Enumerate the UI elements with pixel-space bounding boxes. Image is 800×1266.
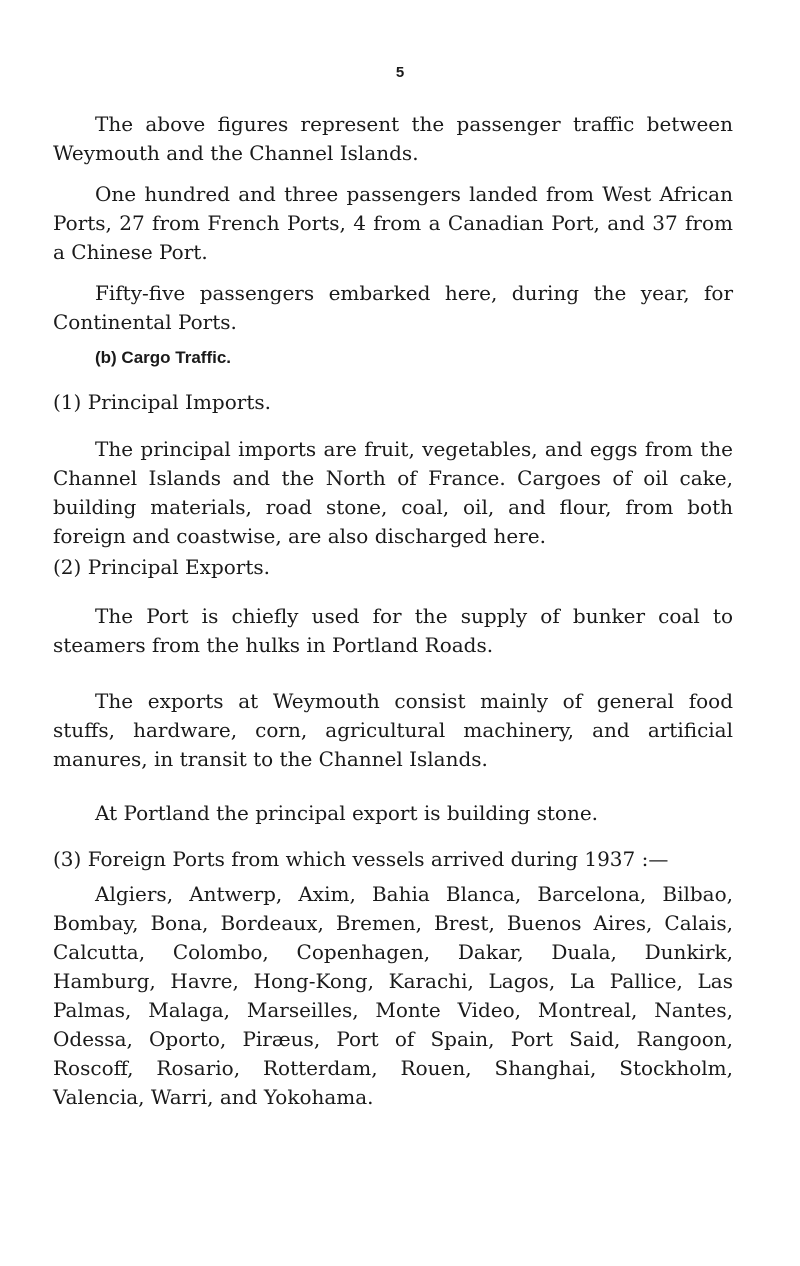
page-number: 5: [395, 64, 405, 81]
paragraph-imports: The principal imports are fruit, vegetables, and eggs from the Channel Islands and the North of France. Cargoes of oil cake, building materials, road stone, coal, oil, and flour, from both foreign and coastwise, are also discharged here.: [53, 437, 733, 548]
heading-cargo-traffic: (b) Cargo Traffic.: [95, 348, 232, 367]
paragraph-passenger-traffic: The above figures represent the passenger traffic between Weymouth and the Channel Islands.: [53, 112, 733, 165]
heading-foreign-ports: (3) Foreign Ports from which vessels arrived during 1937 :—: [53, 847, 669, 871]
paragraph-portland-exports: At Portland the principal export is building stone.: [95, 801, 599, 825]
paragraph-bunker-coal: The Port is chiefly used for the supply of bunker coal to steamers from the hulks in Portland Roads.: [53, 604, 733, 657]
heading-principal-exports: (2) Principal Exports.: [53, 555, 271, 579]
paragraph-foreign-ports-list: Algiers, Antwerp, Axim, Bahia Blanca, Barcelona, Bilbao, Bombay, Bona, Bordeaux, Bremen, Brest, Buenos Aires, Calais, Calcutta, Colombo, Copenhagen, Dakar, Duala, Dunkirk, Hamburg, Havre, Hong-Kong, Karachi, Lagos, La Pallice, Las Palmas, Malaga, Marseilles, Monte Video, Montreal, Nantes, Odessa, Oporto, Piræus, Port of Spain, Port Said, Rangoon, Roscoff, Rosario, Rotterdam, Rouen, Shanghai, Stockholm, Valencia, Warri, and Yokohama.: [53, 882, 733, 1109]
paragraph-passengers-landed: One hundred and three passengers landed from West African Ports, 27 from French Ports, 4 from a Canadian Port, and 37 from a Chinese Port.: [53, 182, 733, 264]
paragraph-passengers-embarked: Fifty-five passengers embarked here, during the year, for Continental Ports.: [53, 281, 733, 334]
heading-principal-imports: (1) Principal Imports.: [53, 390, 271, 414]
paragraph-weymouth-exports: The exports at Weymouth consist mainly of general food stuffs, hardware, corn, agricultural machinery, and artificial manures, in transit to the Channel Islands.: [53, 689, 733, 771]
